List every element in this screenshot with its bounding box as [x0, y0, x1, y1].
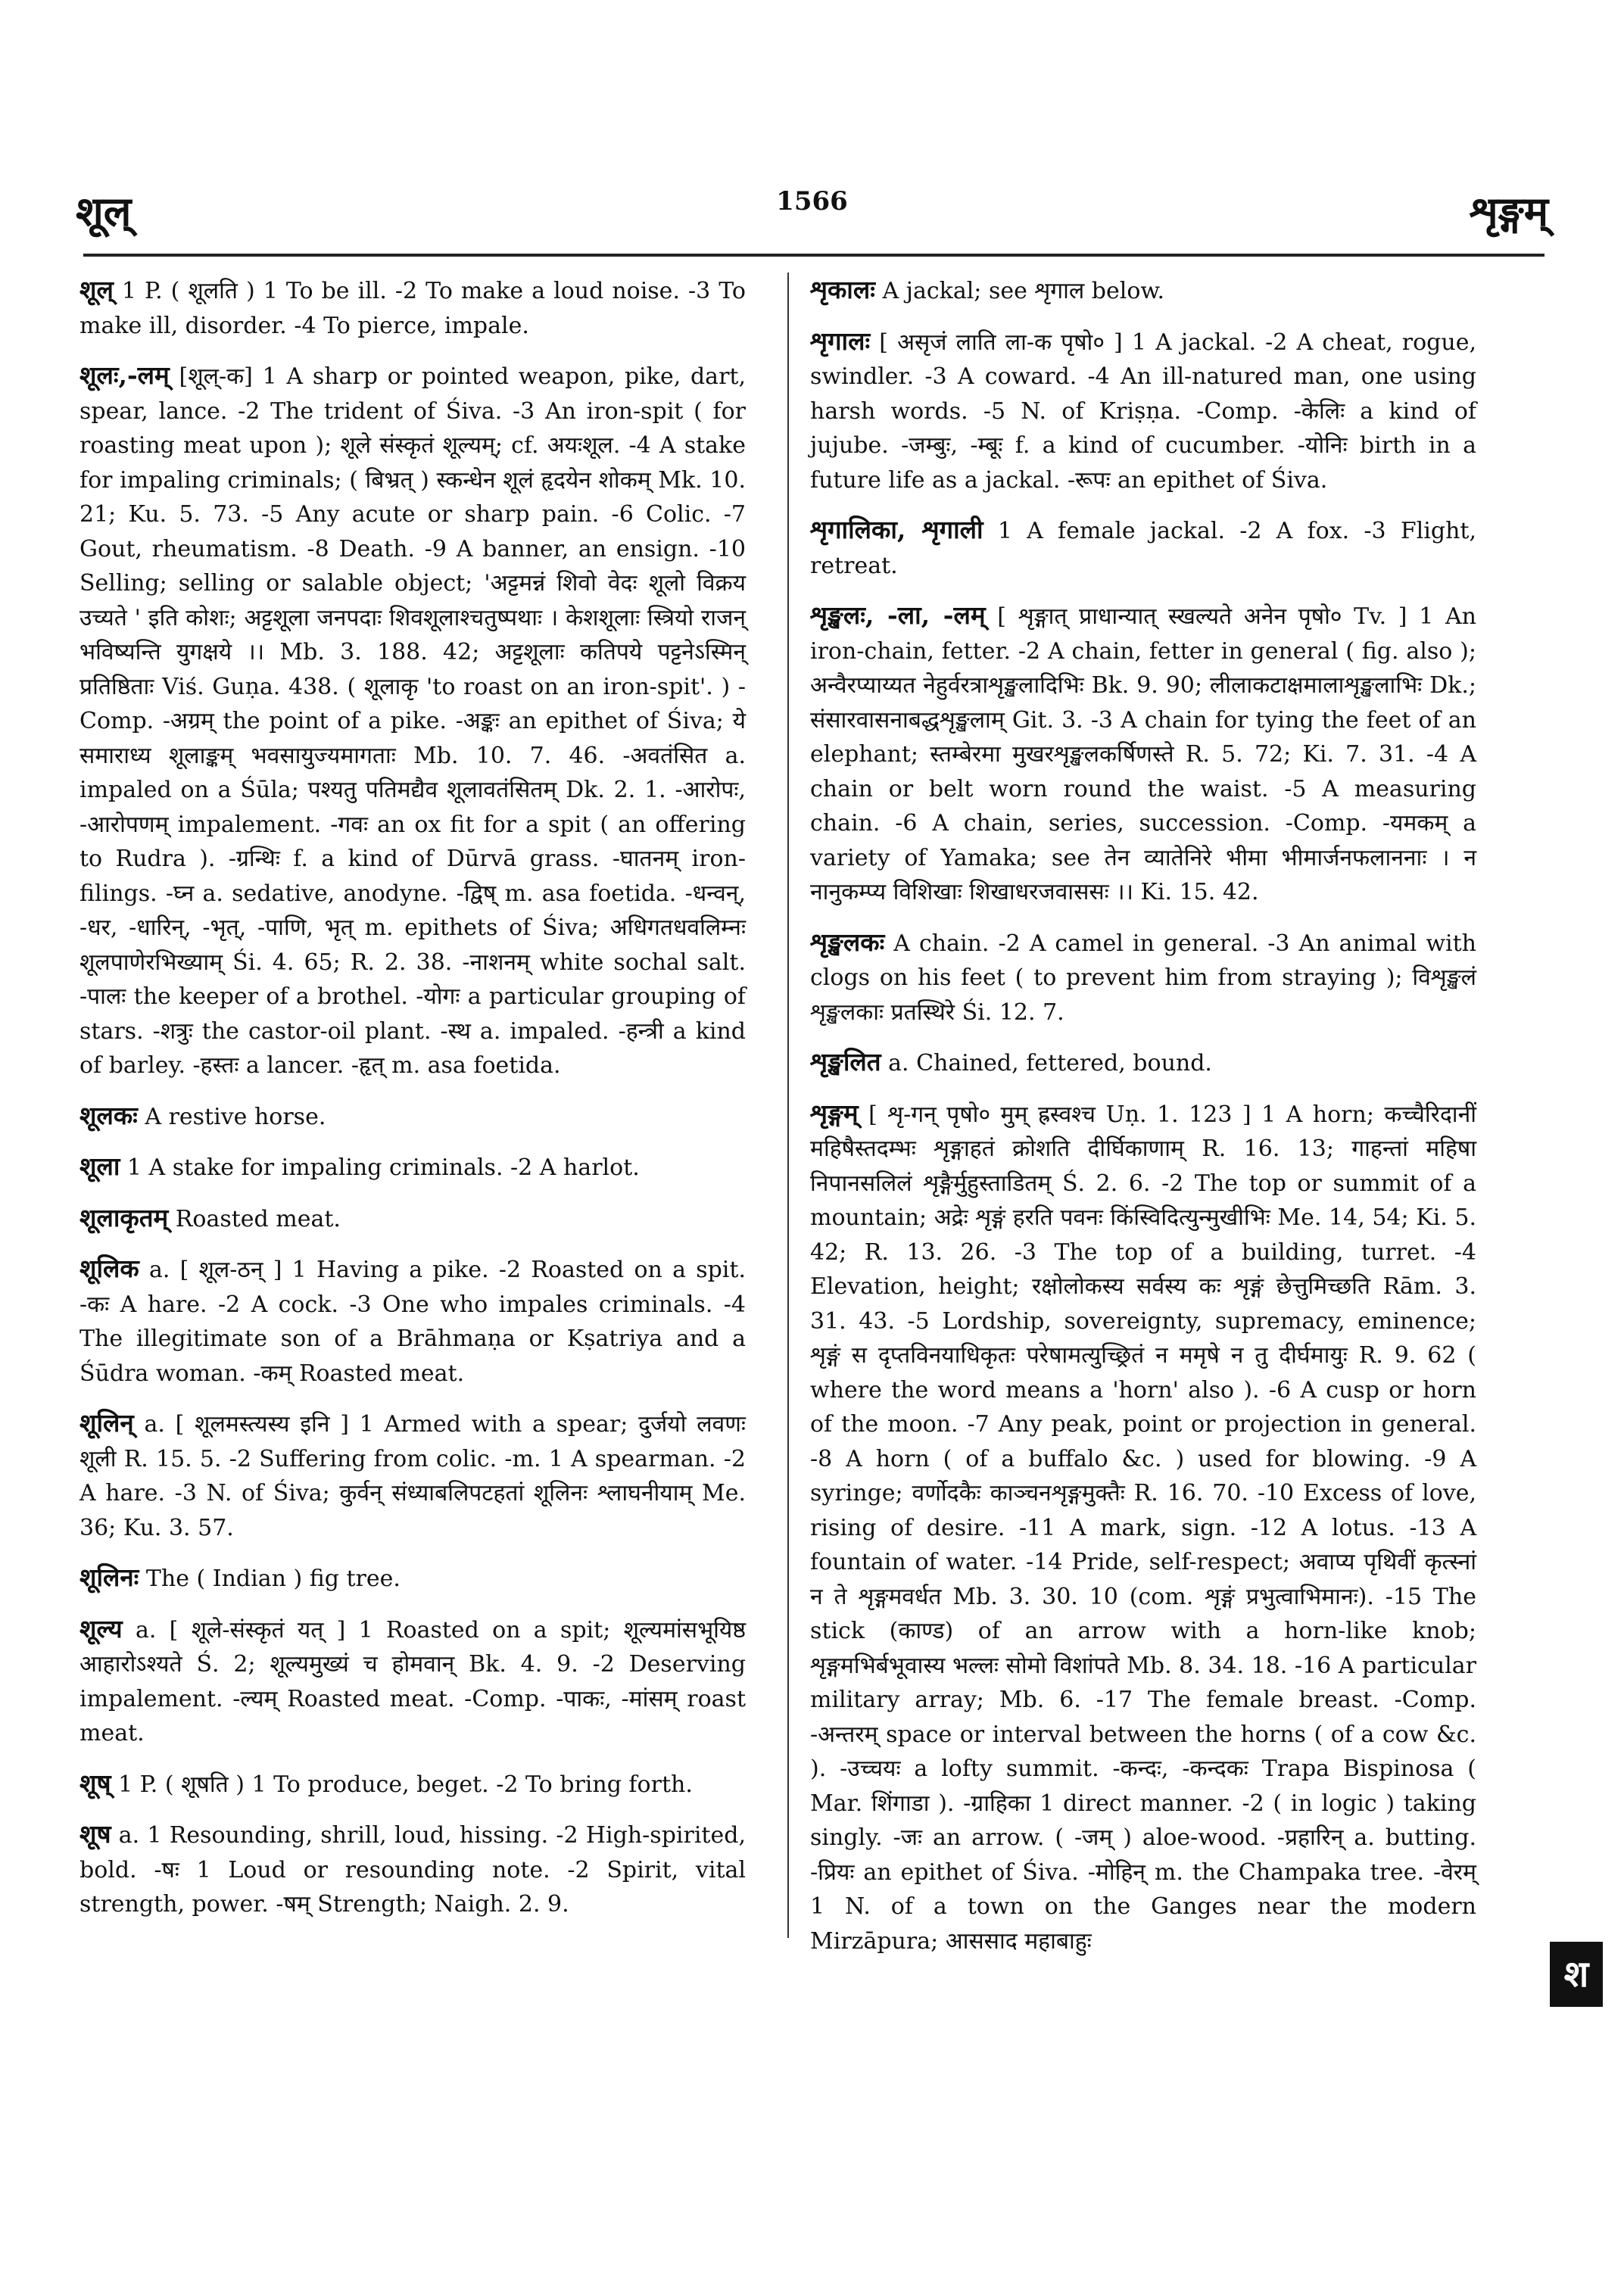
entry-text: [शूल्-क] 1 A sharp or pointed weapon, pike, dart, spear, lance. -2 The trident of Śiva. -3 An iron-spit ( for roasting meat upon ); शूले संस्कृतं शूल्यम्; cf. अयःशूल. -4 A stake for impaling criminals; ( बिभ्रत् ) स्कन्धेन शूलं हृदयेन शोकम् Mk. 10. 21; Ku. 5. 73. -5 Any acute or sharp pain. -6 Colic. -7 Gout, rheumatism. -8 Death. -9 A banner, an ensign. -10 Selling; selling or salable object; 'अट्टमन्नं शिवो वेदः शूलो विक्रय उच्यते ' इति कोशः; अट्टशूला जनपदाः शिवशूलाश्चतुष्पथाः । केशशूलाः स्त्रियो राजन् भविष्यन्ति युगक्षये ।। Mb. 3. 188. 42; अट्टशूलाः कतिपये पट्टनेऽस्मिन् प्रतिष्ठिताः Viś. Guṇa. 438. ( शूलाकृ 'to roast on an iron-spit'. ) -Comp. -अग्रम् the point of a pike. -अङ्कः an epithet of Śiva; ये समाराध्य शूलाङ्कम् भवसायुज्यमागताः Mb. 10. 7. 46. -अवतंसित a. impaled on a Śūla; पश्यतु पतिमद्यैव शूलावतंसितम् Dk. 2. 1. -आरोपः, -आरोपणम् impalement. -गवः an ox fit for a spit ( an offering to Rudra ). -ग्रन्थिः f. a kind of Dūrvā grass. -घातनम् iron-filings. -घ्न a. sedative, anodyne. -द्विष् m. asa foetida. -धन्वन्, -धर, -धारिन्, -भृत्, -पाणि, भृत् m. epithets of Śiva; अधिगतधवलिम्नः शूलपाणेरभिख्याम् Śi. 4. 65; R. 2. 38. -नाशनम् white sochal salt. -पालः the keeper of a brothel. -योगः a particular grouping of stars. -शत्रुः the castor-oil plant. -स्थ a. impaled. -हन्त्री a kind of barley. -हस्तः a lancer. -हृत् m. asa foetida.: [79, 363, 746, 1079]
entry-headword: शूलिन्: [79, 1408, 134, 1438]
entry-text: [ शृ-गन् पृषो० मुम् ह्रस्वश्च Uṇ. 1. 123 ] 1 A horn; कच्चैरिदानीं महिषैस्तदम्भः शृङ्गाहतं क्रोशति दीर्घिकाणाम् R. 16. 13; गाहन्तां महिषा निपानसलिलं शृङ्गैर्मुहुस्ताडितम् Ś. 2. 6. -2 The top or summit of a mountain; अद्रेः शृङ्गं हरति पवनः किंस्विदित्युन्मुखीभिः Me. 14, 54; Ki. 5. 42; R. 13. 26. -3 The top of a building, turret. -4 Elevation, height; रक्षोलोकस्य सर्वस्य कः शृङ्गं छेत्तुमिच्छति Rām. 3. 31. 43. -5 Lordship, sovereignty, supremacy, eminence; शृङ्गं स दृप्तविनयाधिकृतः परेषामत्युच्छ्रितं न ममृषे न तु दीर्घमायुः R. 9. 62 ( where the word means a 'horn' also ). -6 A cusp or horn of the moon. -7 Any peak, point or projection in general. -8 A horn ( of a buffalo &c. ) used for blowing. -9 A syringe; वर्णोदकैः काञ्चनशृङ्गमुक्तैः R. 16. 70. -10 Excess of love, rising of desire. -11 A mark, sign. -12 A lotus. -13 A fountain of water. -14 Pride, self-respect; अवाप्य पृथिवीं कृत्स्नां न ते शृङ्गमवर्धत Mb. 3. 30. 10 (com. शृङ्गं प्रभुत्वाभिमानः). -15 The stick (काण्ड) of an arrow with a horn-like knob; शृङ्गमभिर्बभूवास्य भल्लः सोमो विशांपते Mb. 8. 34. 18. -16 A particular military array; Mb. 6. -17 The female breast. -Comp. -अन्तरम् space or interval between the horns ( of a cow &c. ). -उच्चयः a lofty summit. -कन्दः, -कन्दकः Trapa Bispinosa ( Mar. शिंगाडा ). -ग्राहिका 1 direct manner. -2 ( in logic ) taking singly. -जः an arrow. ( -जम् ) aloe-wood. -प्रहारिन् a. butting. -प्रियः an epithet of Śiva. -मोहिन् m. the Champaka tree. -वेरम् 1 N. of a town on the Ganges near the modern Mirzāpura; आससाद महाबाहुः: [810, 1101, 1476, 1955]
right-running-headword: शृङ्गम्: [1469, 187, 1548, 235]
left-running-headword: शूल्: [76, 187, 132, 235]
entry-text: a. [ शूल-ठन् ] 1 Having a pike. -2 Roasted on a spit. -कः A hare. -2 A cock. -3 One who impales criminals. -4 The illegitimate son of a Brāhmaṇa or Kṣatriya and a Śūdra woman. -कम् Roasted meat.: [79, 1257, 746, 1387]
entry-headword: शूलिक: [79, 1254, 139, 1283]
entry-headword: शृङ्खलित: [810, 1047, 881, 1076]
entry-headword: शृङ्खलकः: [810, 927, 885, 957]
dictionary-entry: [79, 1560, 746, 1597]
entry-headword: शृगालः: [810, 326, 871, 356]
entry-headword: शृकालः: [810, 275, 875, 304]
dictionary-entry: [79, 1098, 746, 1135]
entry-headword: शूल्य: [79, 1613, 123, 1643]
entry-headword: शृगालिका, शृगाली: [810, 515, 983, 544]
entry-text: The ( Indian ) fig tree.: [145, 1566, 401, 1592]
entry-headword: शृङ्गम्: [810, 1098, 859, 1128]
dictionary-entry: [810, 273, 1476, 309]
entry-headword: शूष: [79, 1819, 111, 1849]
entry-headword: शूल्: [79, 275, 114, 304]
entry-headword: शूलकः: [79, 1100, 138, 1130]
entry-text: 1 P. ( शूषति ) 1 To produce, beget. -2 To bring forth.: [118, 1771, 693, 1798]
entry-text: A chain. -2 A camel in general. -3 An animal with clogs on his feet ( to prevent him from straying ); विशृङ्खलं शृङ्खलकाः प्रतस्थिरे Śi. 12. 7.: [810, 930, 1476, 1026]
entry-text: a. Chained, fettered, bound.: [888, 1050, 1212, 1076]
thumb-index-tab: श: [1550, 1942, 1603, 2007]
page-header: [76, 182, 1548, 242]
entry-headword: शूला: [79, 1151, 120, 1181]
entry-headword: शृङ्खलः, -ला, -लम्: [810, 600, 986, 630]
dictionary-entry: [79, 1766, 746, 1802]
dictionary-entry: [79, 1817, 746, 1922]
entry-text: a. [ शूले-संस्कृतं यत् ] 1 Roasted on a spit; शूल्यमांसभूयिष्ठ आहारोऽश्यते Ś. 2; शूल्यमुख्यं च होमवान् Bk. 4. 9. -2 Deserving impalement. -ल्यम् Roasted meat. -Comp. -पाकः, -मांसम् roast meat.: [79, 1616, 746, 1746]
right-column: [810, 273, 1476, 1974]
dictionary-entry: [810, 324, 1476, 498]
header-rule: [83, 254, 1545, 257]
entry-headword: शूलः,-लम्: [79, 360, 170, 390]
entry-text: a. 1 Resounding, shrill, loud, hissing. -2 High-spirited, bold. -षः 1 Loud or resounding note. -2 Spirit, vital strength, power. -षम् Strength; Naigh. 2. 9.: [79, 1822, 746, 1918]
dictionary-entry: [810, 1045, 1476, 1081]
left-column: [79, 273, 746, 1937]
entry-text: [ शृङ्गात् प्राधान्यात् स्खल्यते अनेन पृषो० Tv. ] 1 An iron-chain, fetter. -2 A chain, fetter in general ( fig. also ); अन्वैरप्याय्यत नेहुर्वरत्राशृङ्खलादिभिः Bk. 9. 90; लीलाकटाक्षमालाशृङ्खलाभिः Dk.; संसारवासनाबद्धशृङ्खलाम् Git. 3. -3 A chain for tying the feet of an elephant; स्तम्बेरमा मुखरशृङ्खलकर्षिणस्ते R. 5. 72; Ki. 7. 31. -4 A chain or belt worn round the waist. -5 A measuring chain. -6 A chain, series, succession. -Comp. -यमकम् a variety of Yamaka; see तेन व्यातेनिरे भीमा भीमार्जनफलाननाः । न नानुकम्प्य विशिखाः शिखाधरजवाससः ।। Ki. 15. 42.: [810, 603, 1476, 905]
column-divider: [787, 273, 789, 1938]
page-number: 1566: [776, 186, 848, 217]
dictionary-entry: [810, 925, 1476, 1030]
dictionary-entry: [810, 1096, 1476, 1959]
dictionary-entry: [79, 358, 746, 1083]
entry-text: 1 A female jackal. -2 A fox. -3 Flight, retreat.: [810, 518, 1476, 579]
entry-headword: शूष्: [79, 1768, 111, 1798]
entry-text: Roasted meat.: [175, 1205, 341, 1232]
dictionary-entry: [79, 1251, 746, 1391]
entry-text: a. [ शूलमस्त्यस्य इनि ] 1 Armed with a spear; दुर्जयो लवणः शूली R. 15. 5. -2 Suffering from colic. -m. 1 A spearman. -2 A hare. -3 N. of Śiva; कुर्वन् संध्याबलिपटहतां शूलिनः श्लाघनीयाम् Me. 36; Ku. 3. 57.: [79, 1411, 746, 1541]
entry-text: 1 A stake for impaling criminals. -2 A harlot.: [126, 1154, 640, 1181]
entry-headword: शूलाकृतम्: [79, 1202, 169, 1232]
entry-text: A jackal; see शृगाल below.: [882, 278, 1165, 304]
dictionary-entry: [810, 598, 1476, 910]
entry-text: A restive horse.: [145, 1103, 326, 1130]
entry-text: 1 P. ( शूलति ) 1 To be ill. -2 To make a loud noise. -3 To make ill, disorder. -4 To pierce, impale.: [79, 278, 746, 339]
entry-headword: शूलिनः: [79, 1562, 139, 1592]
dictionary-entry: [79, 1406, 746, 1545]
entry-text: [ असृजं लाति ला-क पृषो० ] 1 A jackal. -2 A cheat, rogue, swindler. -3 A coward. -4 An ill-natured man, one using harsh words. -5 N. of Kriṣṇa. -Comp. -केलिः a kind of jujube. -जम्बुः, -म्बूः f. a kind of cucumber. -योनिः birth in a future life as a jackal. -रूपः an epithet of Śiva.: [810, 329, 1476, 494]
dictionary-entry: [79, 1201, 746, 1237]
dictionary-entry: [79, 1612, 746, 1751]
dictionary-entry: [79, 1149, 746, 1185]
dictionary-entry: [79, 273, 746, 343]
dictionary-entry: [810, 512, 1476, 583]
